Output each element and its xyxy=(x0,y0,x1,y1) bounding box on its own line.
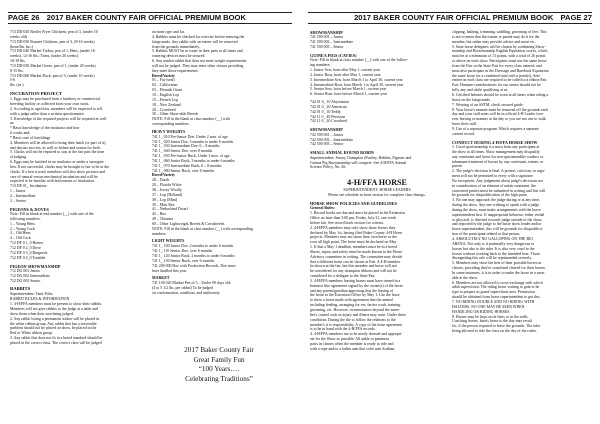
text-line: expected to be familiar with both means of incubation. xyxy=(10,179,96,184)
text-line: HANDLING OR RIDING HORSES. xyxy=(452,309,511,314)
section-heading: SUPERINTENDENT: HORSE LEADERS xyxy=(343,188,411,193)
text-line: 4. Intermediate Boar, born March 1 to April 30, current year xyxy=(310,82,404,87)
page-header xyxy=(308,12,592,24)
text-line: 30 – Other Show-able Breeds xyxy=(152,112,199,117)
text-line: * Basic knowledge of the incubator and how xyxy=(10,126,80,131)
text-line: 2 – Intermediate xyxy=(10,194,36,198)
section-heading: Please see schedule in front section for complete class listings. xyxy=(328,193,426,198)
text-line: 742 500 002 – Intermediate xyxy=(310,137,354,142)
section-heading: INCUBATION PROJECT xyxy=(10,91,63,97)
text-line: 2. Any rabbit losing a permanent sticker will be placed in xyxy=(10,316,100,321)
text-line: 5. Members may show the best of their possible horses in xyxy=(452,261,542,266)
text-line: as: xyxy=(10,121,15,126)
text-line: 741 1_ 120 Junior Buck, 2 months to under 6 months xyxy=(152,253,235,258)
text-line: projects. Members may not share their own horse or the xyxy=(310,235,397,240)
text-line: 1. Junior Sow, born after May 1, current year xyxy=(310,68,381,73)
text-line: ment will not be permitted to every with a signature. xyxy=(452,174,534,179)
text-line: 1 – Young Hens xyxy=(10,221,35,226)
text-line: 742 01 0_ 30 Teddy xyxy=(310,109,341,114)
text-line: inhumane treatment of horses by any contestant, trainer, or xyxy=(452,159,544,164)
page-number: PAGE 27 xyxy=(560,13,592,22)
text-line: or physical, is directed towards judge outside of the show, xyxy=(452,217,543,222)
text-line: for, if the person required to leave the grounds. The rider xyxy=(452,324,541,329)
text-line: 4. Members will be allowed to bring their hatch (or part of it), xyxy=(10,140,107,145)
text-line: 742 500 001 – Junior xyxy=(310,132,344,137)
text-line: NOTE: Fill in the blank at class number (__) with xyxy=(152,117,230,122)
text-line: grooming, etc. However, circumstances beyond the mem- xyxy=(310,308,400,312)
text-line: 741 1_ 110 Senior Doe, over 6 months xyxy=(152,249,213,254)
text-line: following numbers: xyxy=(10,216,41,221)
text-line: ing numbers: xyxy=(310,63,331,68)
promo-line: “100 Years…. xyxy=(198,365,240,374)
text-line: 29 – Florida White xyxy=(152,183,182,188)
text-line: Members will not give rabbits to the judge at a table and xyxy=(10,307,98,311)
text-line: 3. Knowledge of the required projects will be required as well xyxy=(10,116,107,121)
text-line: 60 – Other Lightweight Breeds & Crossbreeds xyxy=(152,221,225,226)
text-line: member's it is responsibility. A copy of the lease agreement xyxy=(310,322,403,327)
text-line: Note: Fill in blank at class number (__) with one of the follow- xyxy=(310,58,409,63)
text-line: 2. Junior Boar, born after May 1, current year xyxy=(310,72,381,77)
text-line: RABBIT RULES & INFORMATION xyxy=(10,297,70,302)
text-line: 741 500 003 – Senior xyxy=(310,45,344,50)
text-line: 712 DF 0 3_0 Ringneck xyxy=(10,250,48,255)
text-line: breeding facility or collected from your own stock. xyxy=(10,101,90,106)
text-line: Red or White ribbon group. xyxy=(10,331,54,336)
text-line: 6. Eggs may be hatched in an incubator or under a surrogate xyxy=(10,160,104,165)
text-line: declared by May 1st, having filed Baker County 4-H Horse xyxy=(310,230,403,235)
text-line: hen. If not successful, chicks may be brought to fair to be in the xyxy=(10,164,110,169)
text-line: the horse to the Extension Office by May 1. Use the lease xyxy=(310,293,400,298)
text-line: 1. 4-H/FFA members must be present to show their rabbits. xyxy=(10,302,103,307)
text-line: 5. Rabbits MUST be in water in their pens at all times and xyxy=(152,49,243,54)
text-line: 28 – Dutch xyxy=(152,178,170,183)
text-line: superintendent first. If inappropriate behavior, either verbal xyxy=(452,212,545,217)
right-page xyxy=(300,0,600,424)
section-banner: 4-H/FFA HORSE xyxy=(347,178,407,188)
text-line: placed in the correct class. The correct class will be judged xyxy=(10,340,102,345)
text-line: considered for a delegate to the State Fair. xyxy=(310,274,376,279)
section-heading: LIGHT WEIGHTS xyxy=(152,239,185,244)
text-line: on meat type and fur. xyxy=(152,30,185,34)
text-line: 713 DD 030 Roaster Chickens, pen of 3, (8-16 weeks) xyxy=(10,39,95,44)
text-line: 9. Use of a separate program. Which requires a separate xyxy=(452,126,539,131)
text-line: Science Policy, No. 26. xyxy=(310,165,347,170)
text-line: with a judge rather than a written questionnaire. xyxy=(10,111,85,116)
text-line: must be at a minimum of 13 points, with a total of 26 points xyxy=(452,54,546,59)
section-heading: HEAVY WEIGHTS xyxy=(152,129,186,134)
text-line: 02 – Californian xyxy=(152,83,178,88)
text-line: 5-6 xyxy=(10,78,16,83)
text-line: the same horse for a combined total with a point(s). Sole xyxy=(452,73,541,78)
text-line: member, but rather may provide advice and assist etc. xyxy=(452,39,536,44)
text-line: concerned parties must be submitted in writing and this will xyxy=(452,188,546,193)
text-line: day and your stall areas will be in official 4-H Leader fore- xyxy=(452,112,544,117)
text-line: including feeding, arranging for vet, farrier work, training, xyxy=(310,303,402,308)
text-line: 741 200 000 Doe with Production Records. Doe must xyxy=(152,263,236,268)
text-line: 2 – Young Cock xyxy=(10,226,36,231)
text-line: parent. xyxy=(452,164,463,169)
text-line: 41 – Netherland Dwarf xyxy=(152,207,188,212)
text-line: 15 – French Lop xyxy=(152,97,178,102)
text-line: numbers. xyxy=(152,231,167,236)
text-line: current record. xyxy=(452,131,475,136)
text-line: 3 – Senior xyxy=(10,198,26,203)
section-heading: PIGEON SHOWMANSHIP xyxy=(10,263,61,269)
text-line: classes, providing they're sound and cleared for their horses. xyxy=(452,266,546,271)
text-line: 45 – Rex xyxy=(152,212,167,217)
text-line: be shown at the fair, but this member and horse will not xyxy=(310,264,397,269)
text-line: 8-15 lbs. xyxy=(10,68,24,73)
text-line: is to be in hand with the 4-H/FFA records. xyxy=(310,327,376,332)
text-line: any contestant and horse for non-sportsmanlike conduct or xyxy=(452,154,544,159)
text-line: 741 1_ 060 Junior Buck, 3 months to under 6 months xyxy=(152,158,235,163)
text-line: before fair. See record book section for criteria. xyxy=(310,220,384,225)
text-line: 713 DD 040 Market Turkey, pen of 1, Hens, (under 16 xyxy=(10,49,95,54)
text-line: 742 500 003 – Senior xyxy=(310,142,344,147)
text-line: that a different horse can be shown at Fair. A 4-H member xyxy=(310,259,401,264)
text-line: and any parent/guardian approving that the leasing of xyxy=(310,288,394,293)
text-line: 741 1_ 020 Junior Doe, 3 months to under 6 months xyxy=(152,139,234,144)
text-line: should be obtained from horse superintendent to put this. xyxy=(452,295,541,300)
text-line: ARENA. Not only is it potentially very dangerous to xyxy=(452,241,535,246)
header-title: 2017 BAKER COUNTY FAIR OFFICIAL PREMIUM BOOK xyxy=(46,13,246,22)
text-line: ate for the Show as possible. All ankle or pantmost xyxy=(310,337,390,342)
text-line: 03 – Flemish Giant xyxy=(152,88,182,93)
text-line: 713 DD 020 Broiler Fryer Chickens, pen of 3, (under 10 xyxy=(10,30,98,34)
text-line: 8. Horses may be kept on tie lines or in the stalls. xyxy=(452,314,529,319)
text-line: illness, injury and safety must be made known to the Horse xyxy=(310,249,403,254)
text-line: 741 1_ 040 Senior Doe, over 8 months xyxy=(152,149,213,154)
text-line: fully any and while qualifying at us. xyxy=(452,88,509,93)
text-line: 742 01 0_ 20 American xyxy=(310,104,347,109)
promo-line: Great Family Fun xyxy=(193,355,245,364)
text-line: ber's control such as injury and illness may arise. Under these xyxy=(310,312,406,317)
text-line: horse on the fairgrounds. xyxy=(452,97,491,102)
text-line: 742 01 0_ 10 Abyssinian xyxy=(310,100,349,105)
right-column-2 xyxy=(452,30,586,420)
text-line: business like agreement signed by the owner(s) of the horse xyxy=(310,283,404,288)
text-line: 741 1_ 100 Junior Doe, 2 months to under 6 months xyxy=(152,244,234,249)
text-line: be grounds for disqualification of the high point. xyxy=(452,193,528,198)
left-column-1 xyxy=(10,30,144,420)
text-line: 3 – Old Hens xyxy=(10,231,31,236)
text-line: 38 – Lop (Mini) xyxy=(152,197,178,202)
text-line: clipping, bathing, trimming, saddling, grooming of feet. This xyxy=(452,30,547,34)
text-line: Office no later than 5:00 pm, Friday, July 21, one week xyxy=(310,215,397,220)
text-line: 18 – New Zealand xyxy=(152,102,181,107)
text-line: 1. Eggs may be purchased from a hatchery or commercial xyxy=(10,97,100,102)
header-title: 2017 BAKER COUNTY FAIR OFFICIAL PREMIUM BOOK xyxy=(354,13,554,22)
text-line: 5. Senior Sow, born before March 1, current year xyxy=(310,87,387,92)
text-line: 7. Wearing of an ASTM, check secured guide. xyxy=(452,102,524,107)
text-line: 712 DG 003 Senior xyxy=(10,278,41,283)
text-line: have kindled this year. xyxy=(152,268,188,273)
text-line: 713 DE 01_ Incubation xyxy=(10,184,47,189)
text-line: 2. 4-H/FFA members may only show those horses they xyxy=(310,225,396,230)
text-line: 741 500 002 – Intermediate xyxy=(310,40,354,45)
promo-line: Celebrating Traditions” xyxy=(185,374,253,383)
text-line: able at the show. xyxy=(452,275,478,280)
text-line: 39 – Mini Rex xyxy=(152,202,175,207)
text-line: 37 – Lop (Holland) xyxy=(152,192,183,197)
text-line: Note: Fill in blank at end number (__) with one of the xyxy=(10,212,94,217)
section-heading: PIGEONS & DOVES xyxy=(10,206,49,212)
text-line: 3. 4-H/FFA members leasing horses must have turned in a xyxy=(310,278,401,283)
text-line: 8. Your horse's manure must be removed off the grounds each xyxy=(452,107,549,112)
text-line: problem should not be placed on show, be placed in the xyxy=(10,326,97,331)
text-line: horse superintendent, this will be grounds for disqualifica- xyxy=(452,227,543,232)
text-line: tion of the participant related to that person. xyxy=(452,232,521,237)
text-line: 712 DF 0 4_0 Tumbler xyxy=(10,255,46,260)
text-line: the white ribbon group. Any rabbit that has a noticeable xyxy=(10,321,97,326)
section-heading: SMALL ANIMAL ROUND ROBIN xyxy=(310,150,374,156)
text-line: 741 1_ 130 Senior Buck, over 6 months xyxy=(152,258,215,263)
text-line: 4. ABSOLUTELY NO GALLOPING ON THE BIG xyxy=(452,237,534,241)
text-line: 713 DD 060 Market Duck, pen of 3, (under 10 weeks) xyxy=(10,73,95,78)
text-line: 36 – Jersey Woolly xyxy=(152,188,182,192)
text-line: ever leaving or manner at the day or you are not one to walk xyxy=(452,117,546,122)
text-line: from the Fair in the State Fair for every class entered, and xyxy=(452,63,542,68)
text-line: watering devices must be secured. xyxy=(152,54,206,59)
text-line: 2. According to age/class, members will be expected to tell, xyxy=(10,106,103,111)
text-line: chicks. If a hen is used, members will also show pictures and xyxy=(10,169,105,174)
text-line: In some instances, it is in order to make the horse in a surer xyxy=(452,270,545,275)
text-line: lbs. (ea.) xyxy=(10,83,24,88)
text-line: 3. No one may approach the judge during or at any time, xyxy=(452,198,541,203)
text-line: 1 – Junior xyxy=(10,189,26,194)
text-line: 1. If that a May 1 deadline, members must be in a breed xyxy=(310,245,397,250)
text-line: horses but also to the rider. It is also very cruel to the xyxy=(452,246,535,251)
text-line: manship and Horsemanship English Equitation scores, which xyxy=(452,49,548,54)
text-line: 741 1_ 070 Intermediate Buck, 6 – 8 months xyxy=(152,163,222,168)
text-line: 4. Rabbits must be checked for exercise before entering the xyxy=(152,34,245,39)
text-line: 5. Chicks will not be required to stay at the fair past the time xyxy=(10,150,105,155)
section-heading: SHOWMANSHIP xyxy=(310,30,343,35)
section-heading: HORSE SHOW POLICIES AND GUIDELINES xyxy=(310,200,397,206)
text-line: Coaching horses, barn's horse to the day may result xyxy=(452,319,532,324)
text-line: 6. Certified helmets should be worn at all times when riding a xyxy=(452,92,549,97)
page-number: PAGE 26 xyxy=(8,13,40,22)
text-line: 741 1_ 010 Pre-Junior Doe, Under 2 mos. of age. xyxy=(152,134,229,139)
text-line: leave their stall. xyxy=(452,122,477,127)
text-line: 712 DG 002 Intermediate xyxy=(10,273,50,278)
text-line: type to prepare as guard supervision area. Permission xyxy=(452,290,535,295)
section-heading: MARKET xyxy=(152,276,170,281)
text-line: being allowed to ride the class on the day of the rodeo. xyxy=(452,329,538,334)
text-line: No exceptions. Any judgement about judge's decisions not xyxy=(452,178,544,183)
text-line: disregarding this rule will be reprimanded severely. xyxy=(452,256,533,261)
text-line: during the show. Any one wishing to speak with a judge xyxy=(452,203,540,208)
promo-line: 2017 Baker County Fair xyxy=(184,346,254,354)
text-line: 2. The judge's decision is final. A protest, criticism, or argu- xyxy=(452,169,546,174)
text-line: horses without working back to the intended heat. Those xyxy=(452,251,540,256)
text-line: 16-18 lbs. xyxy=(10,59,26,64)
text-line: Fair. Humane considerations for our senior should not be xyxy=(452,83,541,88)
text-line: corresponding numbers. xyxy=(152,122,190,127)
text-line: must also participate in the Dressage and Bareback Equitation xyxy=(452,68,549,73)
text-line: 6. Members are not allowed to cross-exchange with which xyxy=(452,280,543,285)
section-heading: RABBITS xyxy=(10,286,31,292)
text-line: of judging. xyxy=(10,155,28,160)
spacer xyxy=(310,170,444,176)
text-line: 49 – Thrianta xyxy=(152,217,173,222)
text-line: the show at all times. Show management may disqualify xyxy=(452,149,540,154)
text-line: 01 – Fur (seal) xyxy=(152,78,175,83)
text-line: 1. Good sportsmanship is a must from any participant at xyxy=(452,144,540,149)
text-line: 741 500 001 – Junior xyxy=(310,35,344,40)
text-line: 20 – Crossbred xyxy=(152,107,176,112)
section-heading: GUINEA PIGS (CAVIES) xyxy=(310,52,357,58)
text-line: posts in classes when the member is ready to ride and xyxy=(310,341,394,346)
text-line: 712 DF 0 2_0 Dove xyxy=(10,246,41,250)
text-line: 5. State horse delegates will be chosen by combining Show- xyxy=(452,44,546,49)
text-line: HALTERS. NO ONE MAY BE SEEN WHEN xyxy=(452,304,525,309)
text-line: and reported by the judge to the horse show leader and/or xyxy=(452,222,542,227)
text-line: 6. Any market rabbit that does not meet weight requirements xyxy=(152,59,247,64)
section-heading: SHOWMANSHIP xyxy=(310,127,343,133)
text-line: it works and; xyxy=(10,131,31,136)
text-line: 712 DG 001 Junior xyxy=(10,268,40,273)
text-line: with a rope and/or a ladies arm that color arm Arabian. xyxy=(310,346,396,351)
text-line: will not be judged. They may enter other classes providing xyxy=(152,63,244,68)
text-line: adult supervision. The riding horse waiting to gain to be xyxy=(452,285,540,290)
text-line: Superintendent: Tami Foltz xyxy=(10,292,53,297)
fair-promo-box xyxy=(152,346,286,384)
text-line: (4 to 5 1/2 lbs. per rabbit) To be judged xyxy=(152,286,214,291)
text-line: they meet those requirements. xyxy=(152,68,199,73)
text-line: 742 11 0_ 20 Crossbred xyxy=(310,119,348,124)
text-line: conditions. During the the to follow the relations to the xyxy=(310,317,396,322)
text-line: your all high point. The horse must be declared on May xyxy=(310,240,397,245)
text-line: during the show, must make arrangements with the horse xyxy=(452,207,541,212)
text-line: 10 – English Lop xyxy=(152,92,179,97)
text-line: in consideration of an element of unfair treatment, the xyxy=(452,183,536,188)
text-line: show them when their turn being judged. xyxy=(10,311,74,316)
text-line: 3. Intermediate Sow, born March 1 to April 30, current year xyxy=(310,77,403,82)
text-line: on conformation, condition, and uniformity. xyxy=(152,290,221,295)
text-line: weeks old) xyxy=(10,34,27,39)
section-heading: Breed/Variety xyxy=(152,73,176,78)
text-line: is not to mean that the trainer or parent may do it for the xyxy=(452,34,540,39)
page-header xyxy=(8,12,292,24)
text-line: 713 DD 050 Market Geese, pen of 1, (under 20 weeks) xyxy=(10,63,96,68)
text-line: care of natural versus mechanical incubation and will be xyxy=(10,174,98,179)
text-line: and discuss success, as well as failure and reason for both. xyxy=(10,145,101,150)
text-line: Superintendent: Stacey Champion (Poultry, Rabbits, Pigeons and xyxy=(310,155,412,160)
text-line: * Basic care of hatchlings xyxy=(10,135,51,140)
text-line: or above on each show. Participants must use the same horse xyxy=(452,59,547,64)
text-line: 7. NO RIDING DOUBLE AND NO RIDING WITH xyxy=(452,299,535,304)
text-line: be considered for any champion ribbons and will not be xyxy=(310,269,397,274)
section-heading: General Rules: xyxy=(310,206,335,211)
text-line: 6. Senior Boar, born before March 1, current year xyxy=(310,92,388,97)
text-line: Guinea Pig Showmanship will compete. See 4-H/FFA Animal xyxy=(310,160,407,165)
text-line: to show a horse made with agreement that the animal xyxy=(310,298,393,303)
text-line: 741 1_ 080 Senior Buck, over 8 months xyxy=(152,168,215,173)
text-line: fairgrounds. Any rabbit with an entree will be removed xyxy=(152,39,238,44)
text-line: weeks), 12-16 lbs.; Toms, (under 20 weeks) xyxy=(10,54,79,59)
text-line: NOTE: Fill in the blank at class number (__) with corresponding xyxy=(152,226,253,231)
text-line: 741 1_ 030 Intermediate Doe, 6 – 8 months xyxy=(152,144,220,149)
section-heading: CONDUCT DURING 4-H/FFA HORSE SHOW xyxy=(452,139,538,145)
text-line: 741 1_ 050 Pre-Junior Buck, Under 2 mos. of age. xyxy=(152,154,231,159)
text-line: 712 DF 0 1_0 Homer xyxy=(10,241,44,246)
section-heading: Breed/Variety xyxy=(152,173,176,178)
right-column-1 xyxy=(310,30,444,420)
text-line: from the grounds immediately. xyxy=(152,44,200,49)
text-line: 741 100 020 Market Pen of 3 – Under 90 days old; xyxy=(152,281,232,286)
text-line: (hens/lbs. Inc.) xyxy=(10,44,34,49)
text-line: 742 11 0_ 40 Peruvian xyxy=(310,114,346,119)
text-line: entries in each class are required to be called to a ribbon Fair. xyxy=(452,78,548,83)
text-line: Advisory committee in writing. The committee may decide xyxy=(310,254,403,259)
text-line: 4 – Old Cock xyxy=(10,236,31,241)
text-line: 3. Any rabbit that does not fit in a breed standard should be xyxy=(10,336,103,341)
text-line: 4. 4-H/FFA members are to be neatly dressed and appropri- xyxy=(310,332,403,337)
text-line: 1. Record books are due and must be placed in the Extension xyxy=(310,211,405,216)
